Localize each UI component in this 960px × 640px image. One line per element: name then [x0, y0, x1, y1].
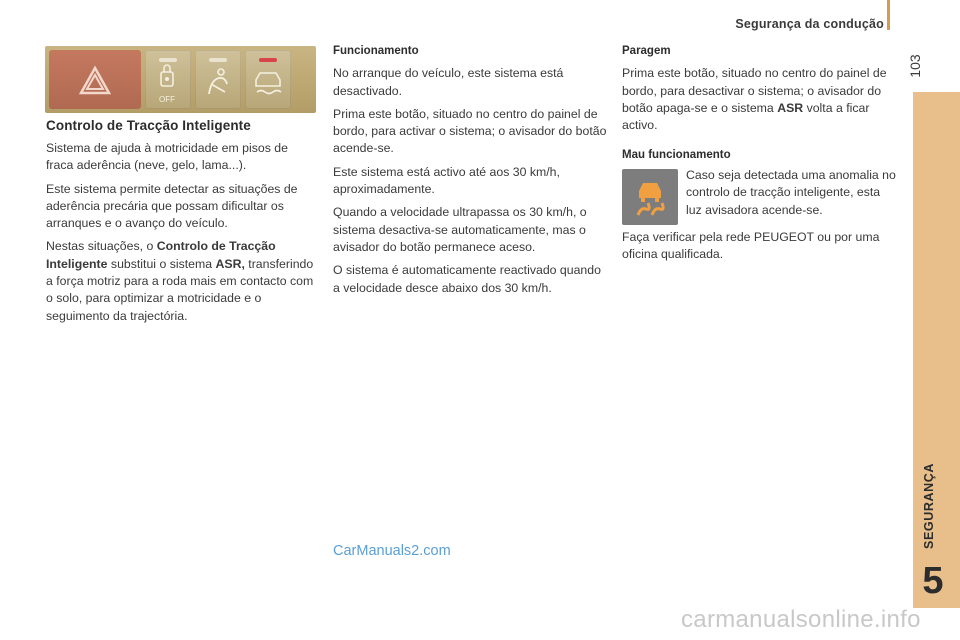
- hazard-button: [49, 50, 141, 109]
- paragraph: [46, 238, 316, 324]
- stop-column: [622, 43, 892, 170]
- malfunction-description: Caso seja detectada uma anomalia no controlo de tracção inteligente, esta luz avisadora acende-se.: [686, 168, 896, 217]
- intro-column: [46, 140, 316, 331]
- operation-heading: Funcionamento: [333, 45, 419, 57]
- asr-label: ASR,: [215, 256, 245, 271]
- chapter-label: SEGURANÇA: [922, 463, 936, 549]
- skidding-car-icon: [622, 169, 678, 225]
- paragraph: Prima este botão, situado no centro do painel de bordo, para activar o sistema; o avisador do botão acende-se.: [333, 106, 607, 156]
- stop-heading: Paragem: [622, 45, 671, 57]
- paragraph: [622, 65, 892, 134]
- page-number: 103: [907, 54, 923, 78]
- text: substitui o sistema: [107, 256, 216, 271]
- button-led: [209, 58, 227, 62]
- traction-control-button: [245, 50, 291, 109]
- text: Prima este botão, situado no centro do painel de bordo, para desactivar o sistema; o avisador do botão apaga-se e o sistema: [622, 66, 887, 115]
- paragraph: Este sistema está activo até aos 30 km/h, aproximadamente.: [333, 164, 560, 197]
- watermark-text: carmanualsonline.info: [681, 606, 921, 633]
- malfunction-heading: Mau funcionamento: [622, 149, 731, 162]
- button-led-on: [259, 58, 277, 62]
- dashboard-buttons-image: [45, 46, 316, 113]
- text: transferindo a força motriz para a roda mais em contacto com o solo, para optimizar a motricidade e o seguimento da trajectória.: [46, 256, 314, 323]
- text: volta a ficar activo.: [622, 100, 870, 133]
- paragraph: Sistema de ajuda à motricidade em pisos de fraca aderência (neve, gelo, lama...).: [46, 141, 288, 173]
- paragraph: O sistema é automaticamente reactivado quando a velocidade desce abaixo dos 30 km/h.: [333, 263, 601, 295]
- service-advice: Faça verificar pela rede PEUGEOT ou por uma oficina qualificada.: [622, 230, 880, 262]
- off-label: OFF: [159, 95, 175, 104]
- child-lock-button: [145, 50, 191, 109]
- section-title: Segurança da condução: [735, 17, 884, 31]
- system-name: Controlo de Tracção Inteligente: [46, 239, 276, 271]
- operation-column: [333, 43, 609, 303]
- paragraph: Este sistema permite detectar as situações de aderência precária que possam dificultar os arranques e o avanço do veículo.: [46, 181, 298, 231]
- text: Nestas situações, o: [46, 239, 157, 254]
- paragraph: No arranque do veículo, este sistema está desactivado.: [333, 66, 564, 98]
- header-accent-bar: [887, 0, 890, 30]
- seatbelt-button: [195, 50, 241, 109]
- paragraph: Quando a velocidade ultrapassa os 30 km/h, o sistema desactiva-se automaticamente, mas o avisador do botão permanece aceso.: [333, 205, 587, 254]
- traction-warning-light-icon: [622, 169, 678, 225]
- button-led: [159, 58, 177, 62]
- watermark-link[interactable]: CarManuals2.com: [333, 543, 451, 559]
- asr-label: ASR: [777, 100, 804, 115]
- hazard-triangle-icon: [49, 50, 141, 109]
- chapter-number: 5: [922, 560, 944, 602]
- section-heading: Controlo de Tracção Inteligente: [46, 118, 251, 133]
